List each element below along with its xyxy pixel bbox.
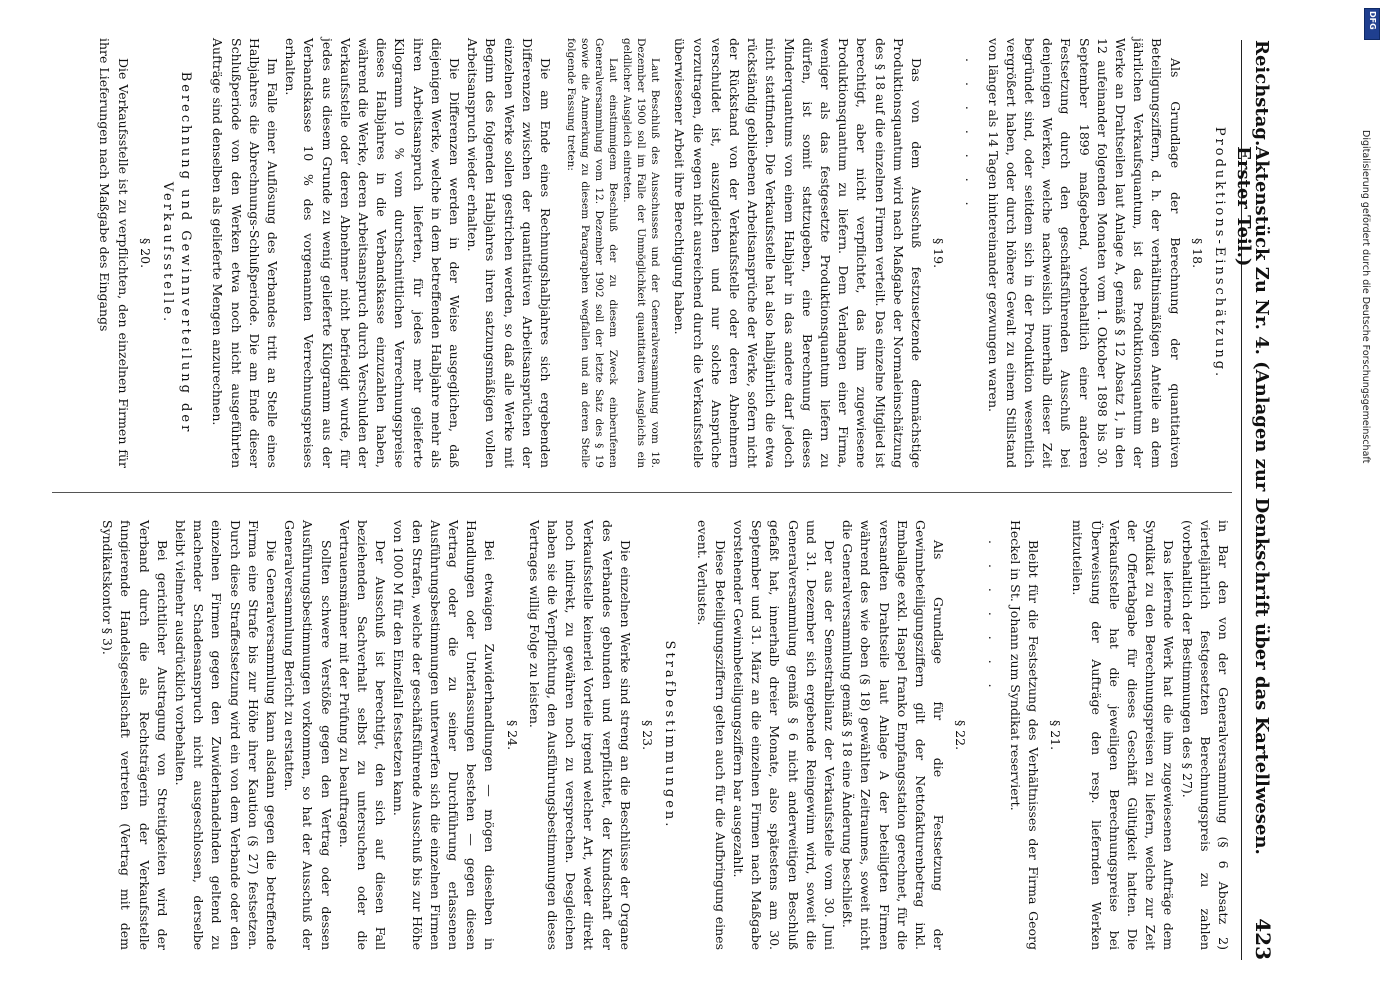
footnotes [564,38,662,468]
dfg-logo-text: DFG [1368,11,1377,30]
footnote-1: Laut Beschluß des Ausschusses und der Generalversammlung vom 18. Dezember 1900 soll im Falle der Unmöglichkeit quantitativen Ausgleichs ein geldlicher Ausgleich eintreten. [621,38,662,468]
digitization-note-text: Digitalisierung gefördert durch die Deutsche Forschungsgemeinschaft [1360,130,1371,464]
paragraph-24-text-2: Der Ausschuß ist berechtigt, den sich auf diesen Fall beziehenden Sachverhalt selbst zu untersuchen oder die Vertrauensmänner mit der Prüfung zu beauftragen. [336,520,389,950]
paragraph-20-text: Die Verkaufsstelle ist zu verpflichten, den einzelnen Firmen für ihre Lieferungen nach Maßgabe des Eingangs [97,38,131,468]
paragraph-19-text-4: Im Falle einer Auflösung des Verbandes tritt an Stelle eines Halbjahres die Abrechnungs-Schlußperiode. Die am Ende dieser Schlußperiode von den Werken etwa noch nicht ausgeführten Aufträge sind denselben als gelieferte Mengen anzurechnen. [210,38,281,468]
paragraph-19-label: § 19. [931,237,947,269]
paragraph-23-text: Die einzelnen Werke sind streng an die Beschlüsse der Organe des Verbandes gebunden und verpflichtet, der Kundschaft der Verkaufsstelle keinerlei Vorteile irgend welcher Art, weder direkt noch indirekt, zu gewähren noch zu versprechen. Desgleichen haben sie die Verpflichtung, den Ausführungsbestimmungen dieses Vertrages willig Folge zu leisten. [526,520,633,950]
section-title-production: Produktions-Einschätzung. [1212,126,1227,380]
paragraph-24-label: § 24. [504,719,520,751]
paragraph-22-text: Als Grundlage für die Festsetzung der Gewinnbeteiligungsziffern gilt der Nettofakturenbetrag inkl. Emballage exkl. Haspel franko Empfangsstation gerechnet, für die versandten Drahtseile laut Anlage A der beteiligten Firmen während des wie oben (§ 18) gewählten Zeitraumes, soweit nicht die Generalversammlung gemäß § 18 eine Änderung beschließt. [840,520,947,950]
header-title: Aktenstück Zu Nr. 4. (Anlagen zur Denkschrift über das Kartellwesen. Erster Teil.) [1232,146,1272,855]
paragraph-22-text-2: Der aus der Semestralbilanz der Verkaufsstelle vom 30. Juni und 31. Dezember sich ergebende Reingewinn wird, soweit die Generalversammlung gemäß § 6 nicht anderweitigen Beschluß gefaßt hat, innerhalb dreier Monate, also spätestens am 30. September und 31. März an die einzelnen Firmen nach Maßgabe vorstehender Gewinnbeteiligungsziffern bar ausgezahlt. [730,520,837,950]
paragraph-20-label: § 20. [137,237,153,269]
section-title-accounting: Berechnung und Gewinnverteilung der Verkaufsstelle. [160,71,194,435]
footnote-2: Laut einstimmigem Beschluß der zu diesem Zweck einberufenen Generalversammlung vom 12. Dezember 1902 soll der letzte Satz des § 19 sowie die Anmerkung zu diesem Paragraphen wegfallen und an deren Stelle folgende Fassung treten: [565,38,620,468]
paragraph-24-text: Bei etwaigen Zuwiderhandlungen — mögen dieselben in Handlungen oder Unterlassungen bestehen — gegen diesen Vertrag oder die zu seiner Durchführung erlassenen Ausführungsbestimmungen unterwerfen sich die einzelnen Firmen den Strafen, welche der geschäftsführende Ausschuß bis zur Höhe von 1000 M für den Einzelfall festsetzen kann. [391,520,498,950]
paragraph-22-text-3: Diese Beteiligungsziffern gelten auch für die Aufbringung eines event. Verlustes. [694,520,728,950]
paragraph-20-continued: in Bar den von der Generalversammlung (§ 6 Absatz 2) vierteljährlich festgesetzten Berechnungspreis zu zahlen (vorbehaltlich der Bestimmungen des § 27). [1179,520,1231,950]
section-title-penalties: Strafbestimmungen. [662,640,678,830]
digitization-note [1355,130,1375,890]
left-column [95,38,1232,468]
paragraph-18-text: Als Grundlage der Berechnung der quantitativen Beteiligungsziffern, d. h. der verhältnismäßigen Anteile an dem jährlichen Verkaufsquantum, ist das Produktionsquantum der Werke an Drahtseilen laut Anlage A, gemäß § 12 Absatz 1, in den 12 aufeinander folgenden Monaten vom 1. Oktober 1898 bis 30. September 1899 maßgebend, vorbehaltlich einer anderen Festsetzung durch den geschäftsführenden Ausschuß bei denjenigen Werken, welche nachweislich innerhalb dieser Zeit begründet sind, oder seitdem sich in der Produktion wesentlich vergrößert haben, oder durch höhere Gewalt zu einem Stillstand von länger als 14 Tagen hintereinander gezwungen waren. [985,38,1183,468]
paragraph-24-text-3: Sollten schwere Verstöße gegen den Vertrag oder dessen Ausführungsbestimmungen vorkommen, so hat der Ausschuß der Generalversammlung Bericht zu erstatten. [282,520,334,950]
header-left: Reichstag. [1251,40,1272,147]
ellipsis-dots-2: . . . . . . . [985,540,1001,696]
page-number: 423 [1251,918,1275,960]
paragraph-24-text-5: Bei gerichtlicher Austragung von Streitigkeiten wird der Verband durch die als Rechtsträgerin der Verkaufsstelle fungierende Handelsgesellschaft vertreten (Vertrag mit dem Syndikatskontor § 3). [100,520,170,950]
dfg-logo-icon [1364,8,1380,40]
paragraph-21-text: Bleibt für die Festsetzung des Verhältnisses der Firma Georg Heckel in St. Johann zum Syndikat reserviert. [1007,520,1041,950]
running-header [1232,40,1275,960]
paragraph-20-text-2: Das liefernde Werk hat die ihm zugewiesenen Aufträge dem Syndikat zu den Berechnungspreisen zu liefern, welche zur Zeit der Offertabgabe für dieses Geschäft Gültigkeit hatten. Die Verkaufsstelle hat die jeweiligen Berechnungspreise bei Überweisung der Aufträge den resp. liefernden Werken mitzuteilen. [1070,520,1177,950]
paragraph-24-text-4: Die Generalversammlung kann alsdann gegen die betreffende Firma eine Strafe bis zur Höhe ihrer Kaution (§ 27) festsetzen. Durch diese Straffestsetzung wird ein von dem Verbande oder den einzelnen Firmen gegen den Zuwiderhandelnden geltend zu machender Schadensanspruch nicht ausgeschlossen, derselbe bleibt vielmehr ausdrücklich vorbehalten. [173,520,280,950]
paragraph-19-text: Das von dem Ausschuß festzusetzende demnächstige Produktionsquantum wird nach Maßgabe der Normaleinschätzung des § 18 auf die einzelnen Firmen verteilt. Das einzelne Mitglied ist berechtigt, aber nicht verpflichtet, das ihm zugewiesene Produktionsquantum zu liefern. Dem Verlangen einer Firma, weniger als das festgesetzte Produktionsquantum liefern zu dürfen, ist somit stattzugeben, eine Berechnung dieses Minderquantums von einem Halbjahr in das andere darf jedoch nicht stattfinden. Die Verkaufsstelle hat also halbjährlich die etwa rückständig gebliebenen Arbeitsansprüche der Werke, sofern nicht der Rückstand von der Verkaufsstelle oder deren Abnehmern verschuldet ist, auszugleichen und nur solche Ansprüche vorzutragen, die wegen nicht ausreichend durch die Verkaufsstelle überwiesener Arbeit ihre Berechtigung haben. [672,38,924,468]
paragraph-22-label: § 22. [953,719,969,751]
paragraph-21-label: § 21. [1048,719,1064,751]
paragraph-23-label: § 23. [640,719,656,751]
paragraph-18-label: § 18. [1189,237,1205,269]
paragraph-19-text-3: Die Differenzen werden in der Weise ausgeglichen, daß diejenigen Werke, welche in dem betreffenden Halbjahre mehr als ihren Arbeitsanspruch lieferten, für jedes mehr gelieferte Kilogramm 10 % vom durchschnittlichen Verrechnungspreise dieses Halbjahres in die Verbandskasse einzuzahlen haben, während die Werke, deren Arbeitsanspruch durch Verschulden der Verkaufsstelle oder deren Abnehmer nicht befriedigt wurde, für jedes aus diesem Grunde zu wenig gelieferte Kilogramm aus der Verbandskasse 10 % des vorgenannten Verrechnungspreises erhalten. [283,38,463,468]
column-divider [52,492,1232,493]
ellipsis-dots: . . . . . . . [963,58,979,214]
right-column [98,520,1232,950]
paragraph-19-text-2: Die am Ende eines Rechnungshalbjahres sich ergebenden Differenzen zwischen der quantitativen Arbeitsansprüchen der einzelnen Werke sollen gestrichen werden, so daß alle Werke mit Beginn des folgenden Halbjahres ihren satzungsmäßigen vollen Arbeitsanspruch wieder erhalten. [465,38,554,468]
